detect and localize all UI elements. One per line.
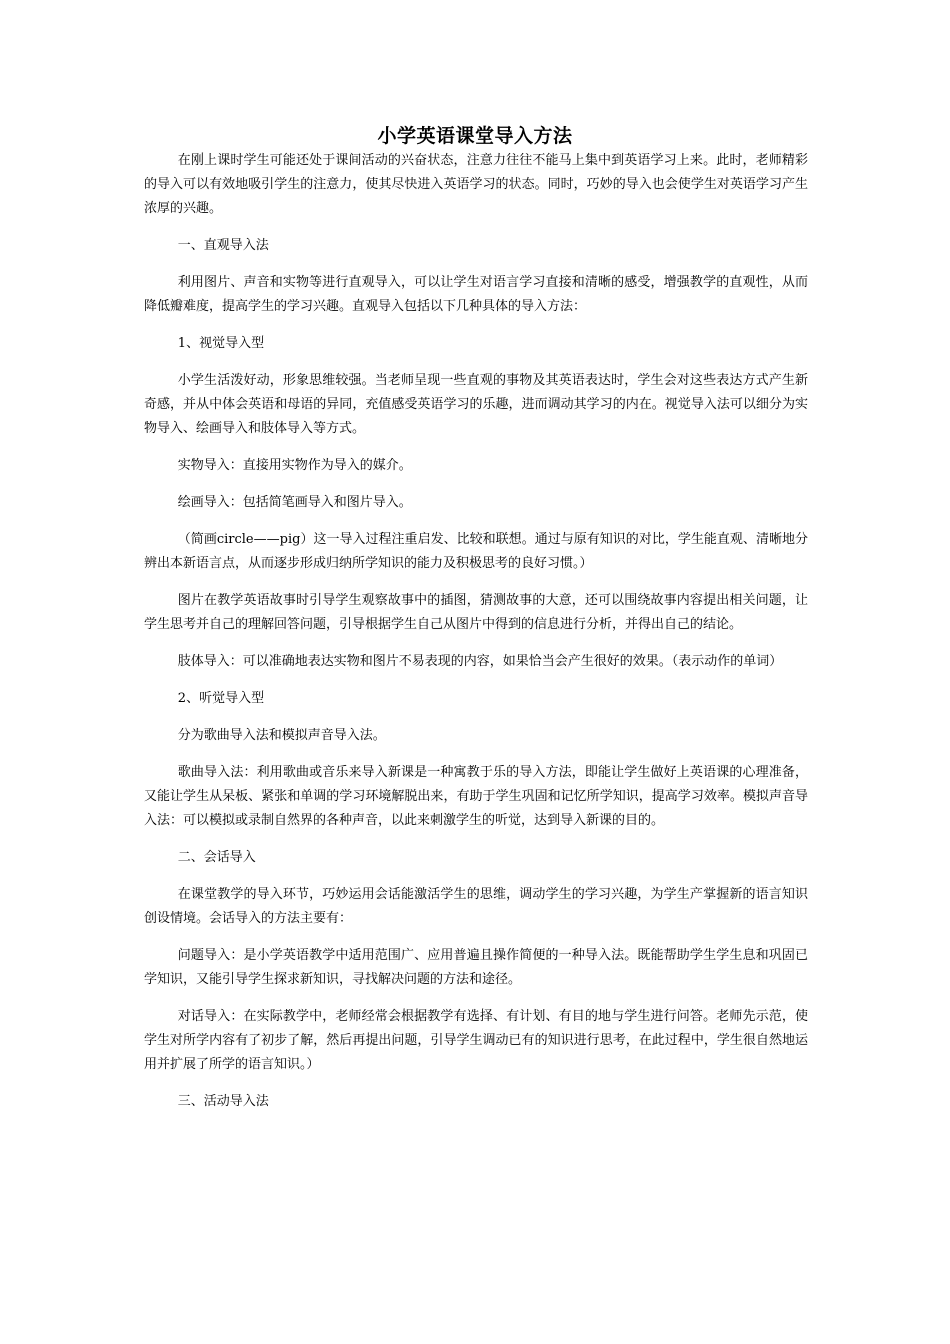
section-heading-2: 二、会话导入 xyxy=(177,850,256,865)
section-heading-3: 三、活动导入法 xyxy=(177,1094,269,1109)
body-paragraph: 绘画导入：包括简笔画导入和图片导入。 xyxy=(177,495,412,510)
document-title: 小学英语课堂导入方法 xyxy=(377,125,573,147)
body-paragraph: 图片在教学英语故事时引导学生观察故事中的插图，猜测故事的大意，还可以围绕故事内容提出相关问题，让学生思考并自己的理解回答问题，引导根据学生自己从图片中得到的信息进行分析，并得出自己的结论。 xyxy=(144,593,808,632)
body-paragraph: 对话导入：在实际教学中，老师经常会根据教学有选择、有计划、有目的地与学生进行问答。老师先示范，使学生对所学内容有了初步了解，然后再提出问题，引导学生调动已有的知识进行思考，在此过程中，学生很自然地运用并扩展了所学的语言知识。） xyxy=(144,1009,808,1072)
subsection-heading-1: 1、视觉导入型 xyxy=(177,336,265,351)
body-paragraph: 分为歌曲导入法和模拟声音导入法。 xyxy=(177,728,386,743)
body-paragraph: 在课堂教学的导入环节，巧妙运用会话能激活学生的思维，调动学生的学习兴趣，为学生产掌握新的语言知识创设情境。会话导入的方法主要有： xyxy=(144,887,808,926)
body-paragraph: 歌曲导入法：利用歌曲或音乐来导入新课是一种寓教于乐的导入方法，即能让学生做好上英语课的心理准备，又能让学生从呆板、紧张和单调的学习环境解脱出来，有助于学生巩固和记忆所学知识，提高学习效率。模拟声音导入法：可以模拟或录制自然界的各种声音，以此来刺激学生的听觉，达到导入新课的目的。 xyxy=(144,765,808,828)
body-paragraph: 小学生活泼好动，形象思维较强。当老师呈现一些直观的事物及其英语表达时，学生会对这些表达方式产生新奇感，并从中体会英语和母语的异同，充值感受英语学习的乐趣，进而调动其学习的内在。视觉导入法可以细分为实物导入、绘画导入和肢体导入等方式。 xyxy=(144,373,808,436)
subsection-heading-2: 2、听觉导入型 xyxy=(177,691,265,706)
body-paragraph: 利用图片、声音和实物等进行直观导入，可以让学生对语言学习直接和清晰的感受，增强教学的直观性，从而降低瓣难度，提高学生的学习兴趣。直观导入包括以下几种具体的导入方法： xyxy=(144,275,808,314)
body-paragraph: （简画circle——pig）这一导入过程注重启发、比较和联想。通过与原有知识的对比，学生能直观、清晰地分辨出本新语言点，从而逐步形成归纳所学知识的能力及积极思考的良好习惯。） xyxy=(144,532,808,571)
intro-paragraph: 在刚上课时学生可能还处于课间活动的兴奋状态，注意力往往不能马上集中到英语学习上来。此时，老师精彩的导入可以有效地吸引学生的注意力，使其尽快进入英语学习的状态。同时，巧妙的导入也会使学生对英语学习产生浓厚的兴趣。 xyxy=(144,153,808,216)
body-paragraph: 问题导入：是小学英语教学中适用范围广、应用普遍且操作简便的一种导入法。既能帮助学生学生息和巩固已学知识，又能引导学生探求新知识，寻找解决问题的方法和途径。 xyxy=(144,948,808,987)
section-heading-1: 一、直观导入法 xyxy=(177,238,269,253)
document-body xyxy=(144,149,808,1114)
body-paragraph: 实物导入：直接用实物作为导入的媒介。 xyxy=(177,458,412,473)
body-paragraph: 肢体导入：可以准确地表达实物和图片不易表现的内容，如果恰当会产生很好的效果。（表示动作的单词） xyxy=(177,654,783,669)
